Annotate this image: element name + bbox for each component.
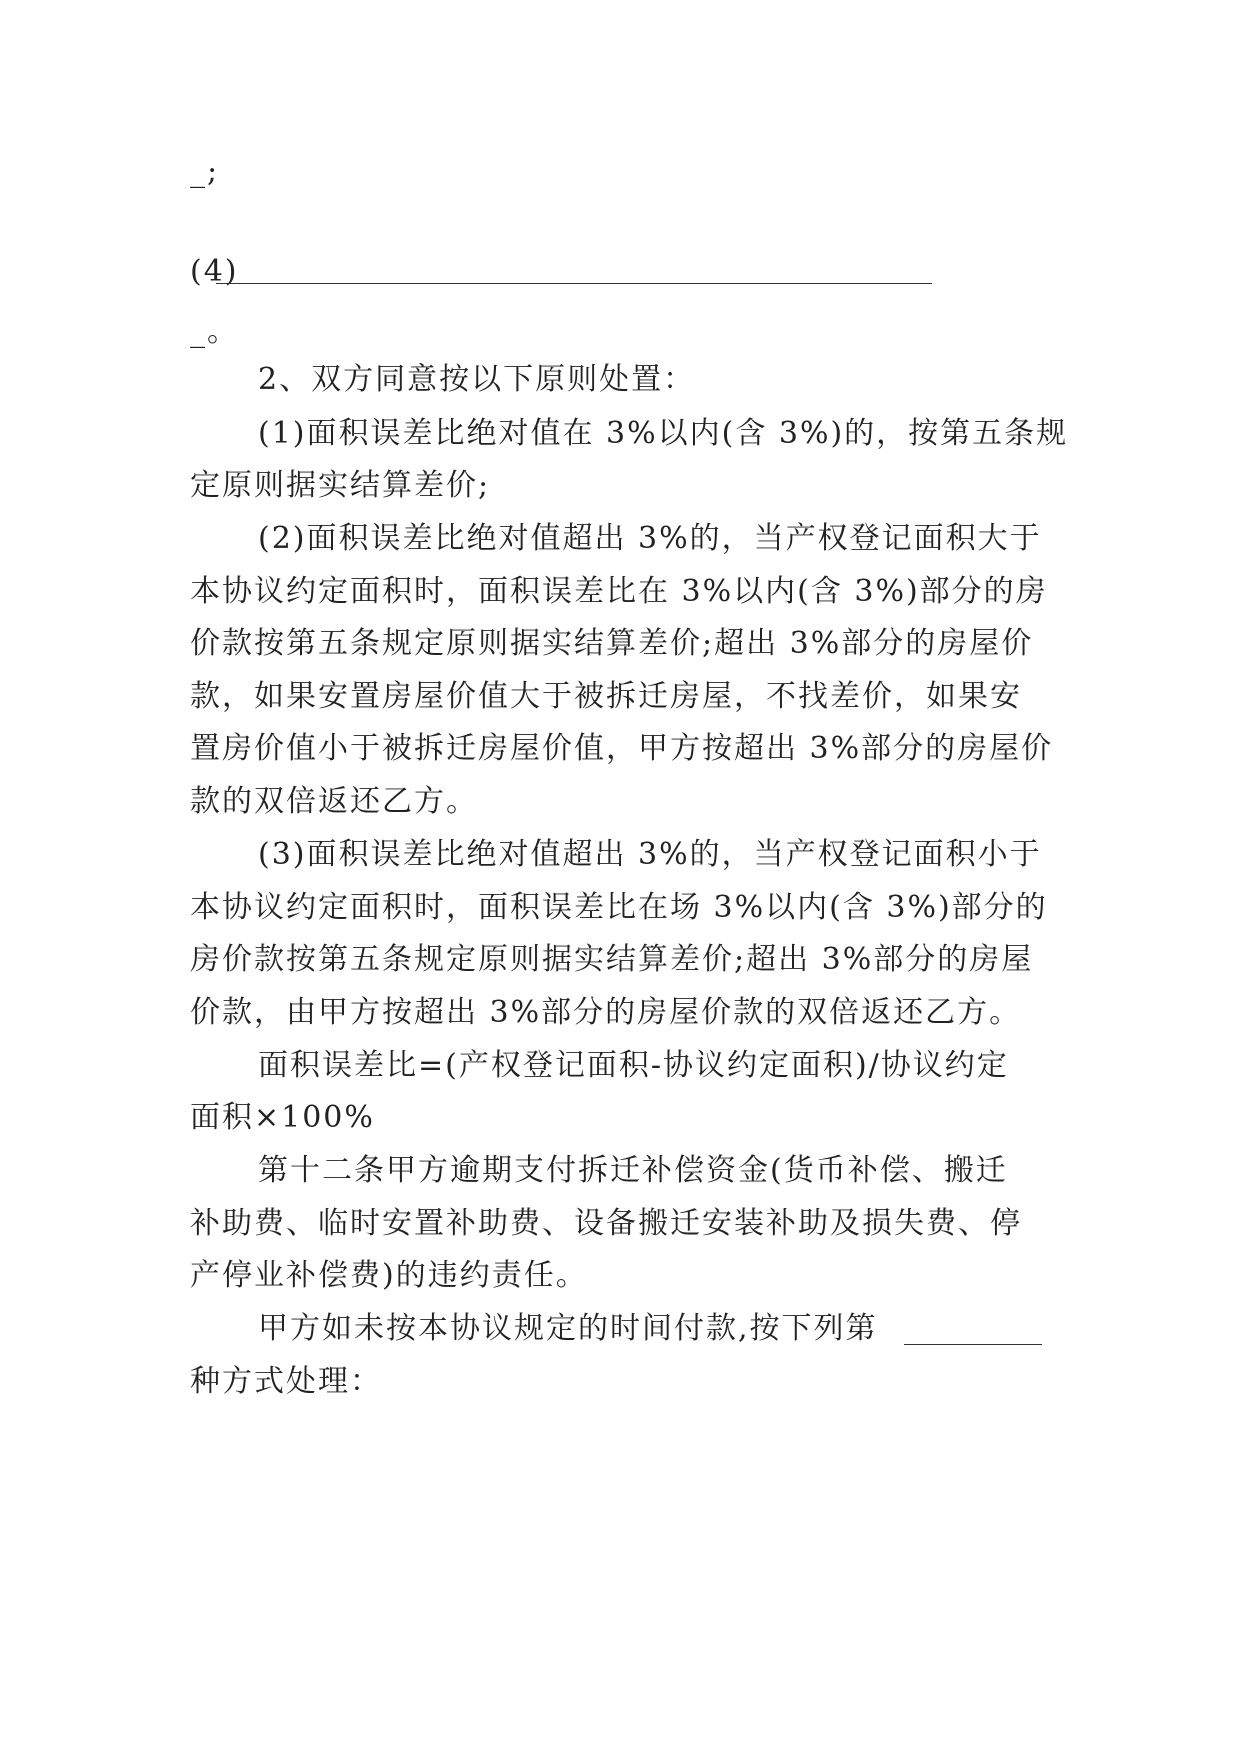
text-line: (3)面积误差比绝对值超出 3%的，当产权登记面积小于: [258, 837, 1042, 872]
text-line: 补助费、临时安置补助费、设备搬迁安装补助及损失费、停: [190, 1206, 1022, 1241]
text-line: _;: [190, 154, 220, 189]
formula-line: 面积误差比=(产权登记面积-协议约定面积)/协议约定: [258, 1048, 1009, 1083]
text-line: (1)面积误差比绝对值在 3%以内(含 3%)的，按第五条规: [258, 416, 1069, 451]
text-line: 款，如果安置房屋价值大于被拆迁房屋，不找差价，如果安: [190, 679, 1022, 714]
text-line: _。: [190, 314, 239, 349]
text-line: (2)面积误差比绝对值超出 3%的，当产权登记面积大于: [258, 521, 1042, 556]
text-line: 本协议约定面积时，面积误差比在场 3%以内(含 3%)部分的: [190, 890, 1048, 925]
paragraph-heading: 2、双方同意按以下原则处置：: [258, 362, 696, 397]
text-line: 价款，由甲方按超出 3%部分的房屋价款的双倍返还乙方。: [190, 995, 1022, 1030]
text-line: 款的双倍返还乙方。: [190, 784, 478, 819]
text-line: 本协议约定面积时，面积误差比在 3%以内(含 3%)部分的房: [190, 574, 1048, 609]
item-4-label: (4): [190, 254, 239, 289]
text-line: 房价款按第五条规定原则据实结算差价;超出 3%部分的房屋: [190, 942, 1034, 977]
text-line: 定原则据实结算差价;: [190, 468, 491, 503]
blank-fill-line: [904, 1344, 1042, 1345]
text-line: 价款按第五条规定原则据实结算差价;超出 3%部分的房屋价: [190, 626, 1034, 661]
article-heading: 第十二条甲方逾期支付拆迁补偿资金(货币补偿、搬迁: [258, 1153, 1008, 1188]
text-line: 种方式处理：: [190, 1364, 382, 1399]
formula-line: 面积×100%: [190, 1100, 375, 1135]
text-line: 置房价值小于被拆迁房屋价值，甲方按超出 3%部分的房屋价: [190, 731, 1054, 766]
blank-fill-line: [216, 283, 932, 284]
text-line: 甲方如未按本协议规定的时间付款,按下列第: [258, 1311, 878, 1346]
text-line: 产停业补偿费)的违约责任。: [190, 1258, 588, 1293]
